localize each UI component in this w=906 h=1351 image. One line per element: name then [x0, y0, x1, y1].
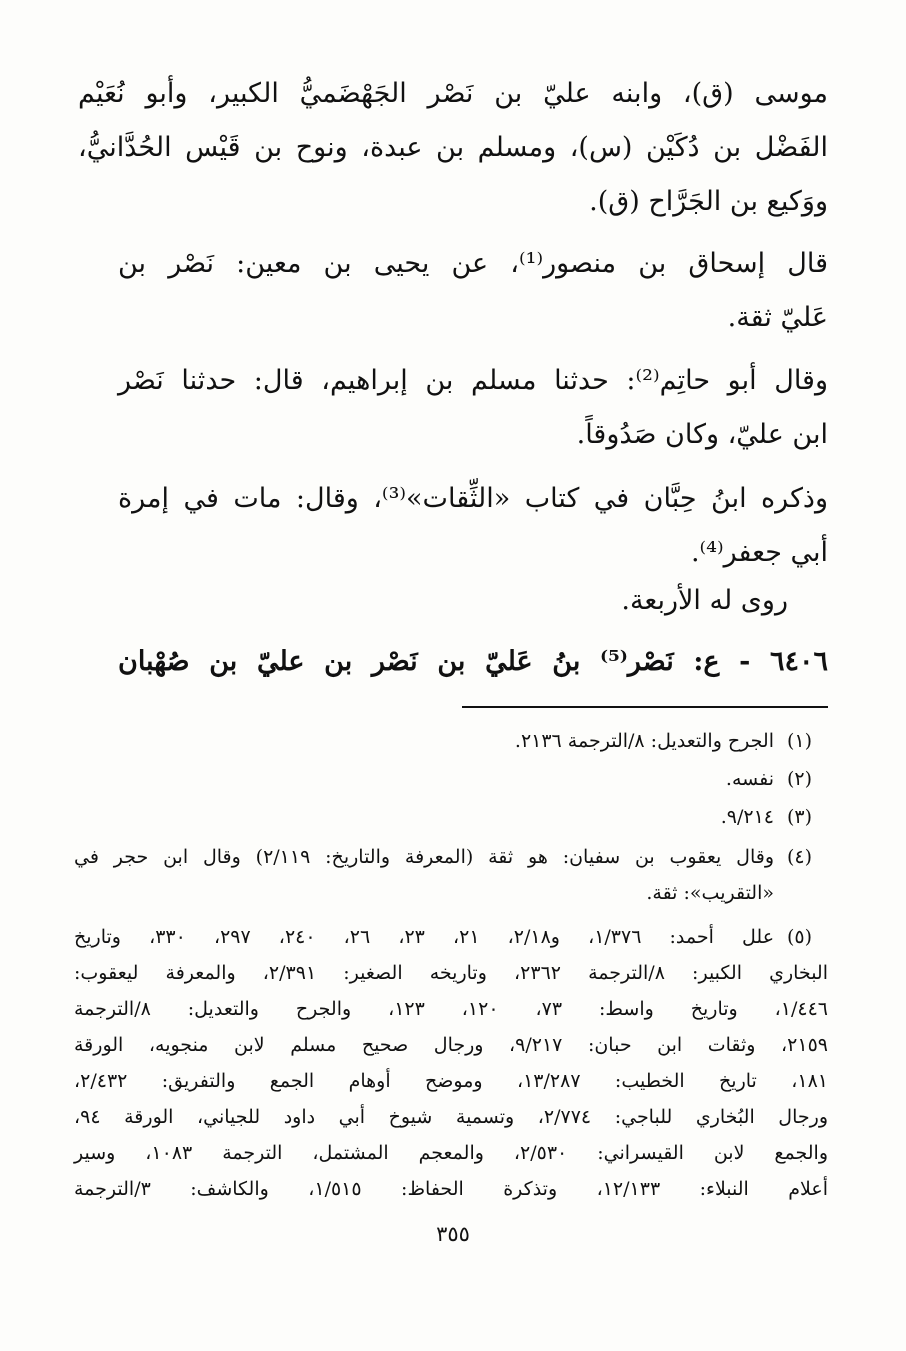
footnote-line: البخاري الكبير: ٨/الترجمة ٢٣٦٢، وتاريخه الصغير: ٢/٣٩١، والمعرفة ليعقوب:	[74, 962, 828, 984]
footnote-line: ورجال البُخاري للباجي: ٢/٧٧٤، وتسمية شيوخ أبي داود للجياني، الورقة ٩٤،	[74, 1106, 828, 1128]
footnote-line: وقال يعقوب بن سفيان: هو ثقة (المعرفة والتاريخ: ٢/١١٩) وقال ابن حجر في	[74, 846, 775, 868]
footnote-number: (٤)	[786, 846, 812, 868]
footnote-line: ١/٤٤٦، وتاريخ واسط: ٧٣، ١٢٠، ١٢٣، والجرح والتعديل: ٨/الترجمة	[74, 998, 829, 1020]
footnote-number: (٣)	[786, 806, 812, 828]
text-line: روى له الأربعة.	[621, 585, 788, 616]
text-line: ووَكيع بن الجَرَّاح (ق).	[589, 186, 828, 217]
footnote-line: ٢١٥٩، وثقات ابن حبان: ٩/٢١٧، ورجال صحيح مسلم لابن منجويه، الورقة	[74, 1034, 828, 1056]
footnote-line: الجرح والتعديل: ٨/الترجمة ٢١٣٦.	[514, 730, 774, 752]
text-line: وذكره ابنُ حِبَّان في كتاب «الثِّقات»⁽³⁾، وقال: مات في إمرة	[118, 483, 828, 514]
text-line: عَليّ ثقة.	[727, 302, 828, 333]
text-line: موسى (ق)، وابنه عليّ بن نَصْر الجَهْضَميُّ الكبير، وأبو نُعَيْم	[78, 78, 828, 109]
footnote-line: ٩/٢١٤.	[720, 806, 774, 828]
footnote-line: علل أحمد: ١/٣٧٦، و٢/١٨، ٢١، ٢٣، ٢٦، ٢٤٠، ٢٩٧، ٣٣٠، وتاريخ	[74, 926, 775, 948]
text-line: قال إسحاق بن منصور⁽¹⁾، عن يحيى بن معين: نَصْر بن	[118, 248, 828, 279]
footnote-line: نفسه.	[725, 768, 774, 790]
text-line: ابن عليّ، وكان صَدُوقاً.	[576, 419, 828, 450]
footnote-number: (٢)	[786, 768, 812, 790]
text-line: أبي جعفر⁽⁴⁾.	[690, 537, 828, 568]
footnote-line: والجمع لابن القيسراني: ٢/٥٣٠، والمعجم المشتمل، الترجمة ١٠٨٣، وسير	[74, 1142, 828, 1164]
text-line: الفَضْل بن دُكَيْن (س)، ومسلم بن عبدة، ونوح بن قَيْس الحُدَّانيُّ،	[78, 132, 828, 163]
footnote-line: أعلام النبلاء: ١٢/١٣٣، وتذكرة الحفاظ: ١/٥١٥، والكاشف: ٣/الترجمة	[74, 1178, 828, 1200]
page-number: ٣٥٥	[436, 1222, 470, 1246]
footnote-number: (١)	[786, 730, 812, 752]
text-line: وقال أبو حاتِم⁽²⁾: حدثنا مسلم بن إبراهيم، قال: حدثنا نَصْر	[118, 365, 828, 396]
footnote-line: ١٨١، تاريخ الخطيب: ١٣/٢٨٧، وموضح أوهام الجمع والتفريق: ٢/٤٣٢،	[74, 1070, 828, 1092]
entry-heading: ٦٤٠٦ - ع: نَصْر⁽⁵⁾ بنُ عَليّ بن نَصْر بن عليّ بن صُهْبان	[118, 646, 828, 677]
footnote-separator	[462, 706, 828, 708]
footnote-number: (٥)	[786, 926, 812, 948]
footnote-line: «التقريب»: ثقة.	[646, 882, 774, 904]
